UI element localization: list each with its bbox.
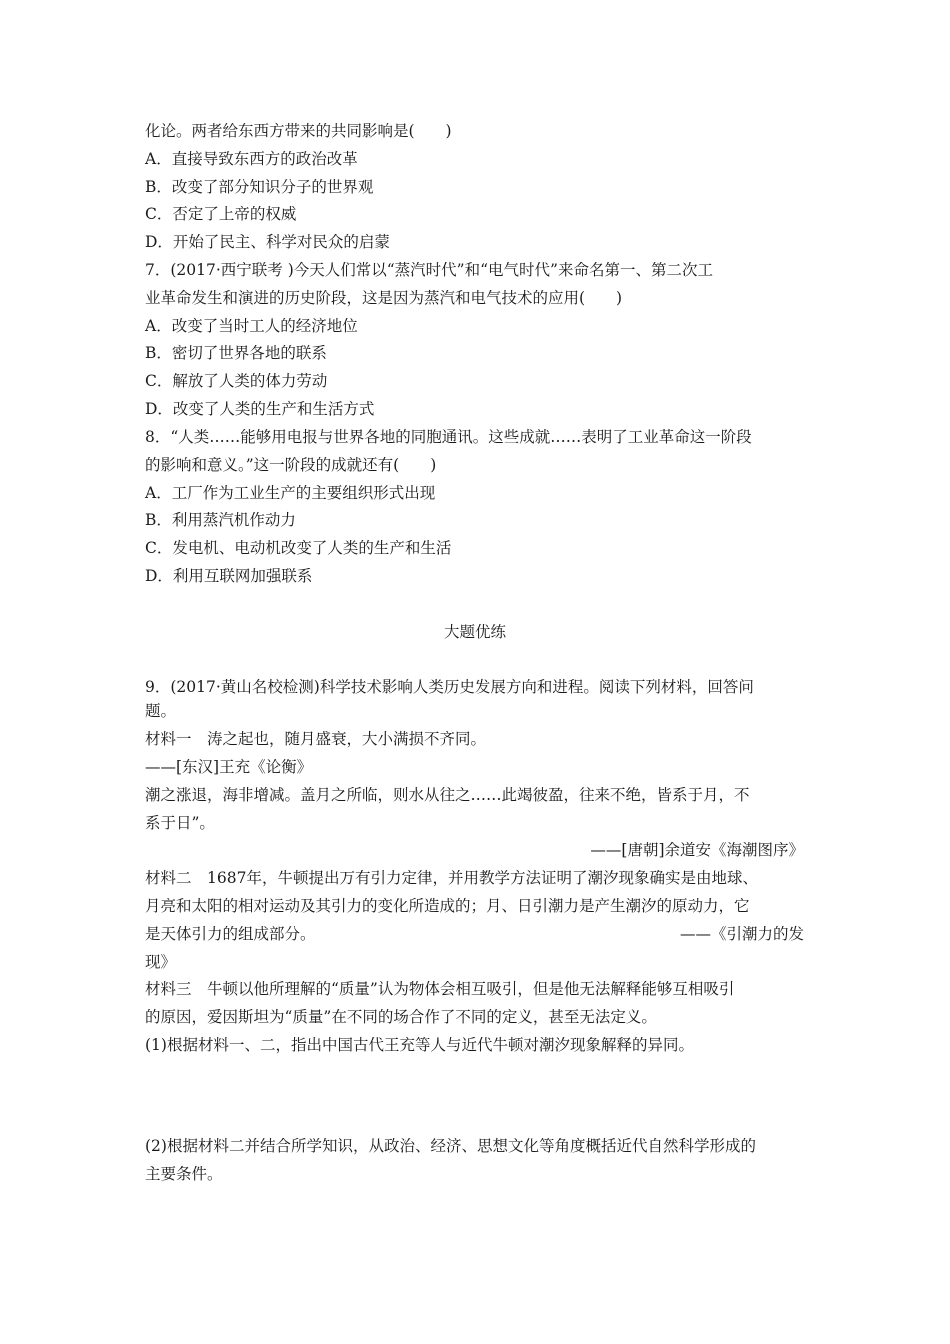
section-title: 大题优练 [443,623,506,641]
material1-quote-line2: 系于日”。 [145,814,215,832]
q8-option-c: C．发电机、电动机改变了人类的生产和生活 [145,539,452,557]
material1-source: ——[东汉]王充《论衡》 [145,758,313,776]
q7-option-b: B．密切了世界各地的联系 [145,344,327,362]
q7-option-a: A．改变了当时工人的经济地位 [145,317,358,335]
material1-text: 材料一 涛之起也，随月盛衰，大小满损不齐同。 [145,730,487,748]
q7-option-d: D．改变了人类的生产和生活方式 [145,400,375,418]
material3-line2: 的原因，爱因斯坦为“质量”在不同的场合作了不同的定义，甚至无法定义。 [145,1008,657,1026]
material3-line1: 材料三 牛顿以他所理解的“质量”认为物体会相互吸引，但是他无法解释能够互相吸引 [145,980,735,998]
q6-stem-continuation: 化论。两者给东西方带来的共同影响是( ) [145,122,452,140]
material2-line1: 材料二 1687年，牛顿提出万有引力定律，并用教学方法证明了潮汐现象确实是由地球、 [145,869,758,887]
q7-stem-line1: 7．(2017·西宁联考 )今天人们常以“蒸汽时代”和“电气时代”来命名第一、第二次工 [145,261,713,279]
q6-option-c: C．否定了上帝的权威 [145,205,297,223]
q8-option-b: B．利用蒸汽机作动力 [145,511,296,529]
q7-stem-line2: 业革命发生和演进的历史阶段，这是因为蒸汽和电气技术的应用( ) [145,289,623,307]
q6-option-d: D．开始了民主、科学对民众的启蒙 [145,233,390,251]
material2-source-cont: 现》 [145,953,177,971]
sub-question-2-line2: 主要条件。 [145,1165,223,1183]
material1-source2: ——[唐朝]余道安《海潮图序》 [590,841,804,859]
q9-stem-line1: 9．(2017·黄山名校检测)科学技术影响人类历史发展方向和进程。阅读下列材料，回答问 [145,678,754,696]
material1-quote-line1: 潮之涨退，海非增减。盖月之所临，则水从往之……此竭彼盈，往来不绝，皆系于月，不 [145,786,750,804]
q8-stem-line1: 8．“人类……能够用电报与世界各地的同胞通讯。这些成就……表明了工业革命这一阶段 [145,428,752,446]
q7-option-c: C．解放了人类的体力劳动 [145,372,328,390]
q8-option-a: A．工厂作为工业生产的主要组织形式出现 [145,484,436,502]
material2-source: ——《引潮力的发 [679,925,804,943]
q8-stem-line2: 的影响和意义。”这一阶段的成就还有( ) [145,456,437,474]
q8-option-d: D．利用互联网加强联系 [145,567,313,585]
material2-line3: 是天体引力的组成部分。 [145,925,316,943]
sub-question-2-line1: (2)根据材料二并结合所学知识，从政治、经济、思想文化等角度概括近代自然科学形成的 [145,1137,756,1155]
q9-stem-line2: 题。 [145,702,177,720]
q6-option-b: B．改变了部分知识分子的世界观 [145,178,374,196]
sub-question-1: (1)根据材料一、二，指出中国古代王充等人与近代牛顿对潮汐现象解释的异同。 [145,1036,694,1054]
q6-option-a: A．直接导致东西方的政治改革 [145,150,358,168]
material2-line2: 月亮和太阳的相对运动及其引力的变化所造成的；月、日引潮力是产生潮汐的原动力，它 [145,897,750,915]
